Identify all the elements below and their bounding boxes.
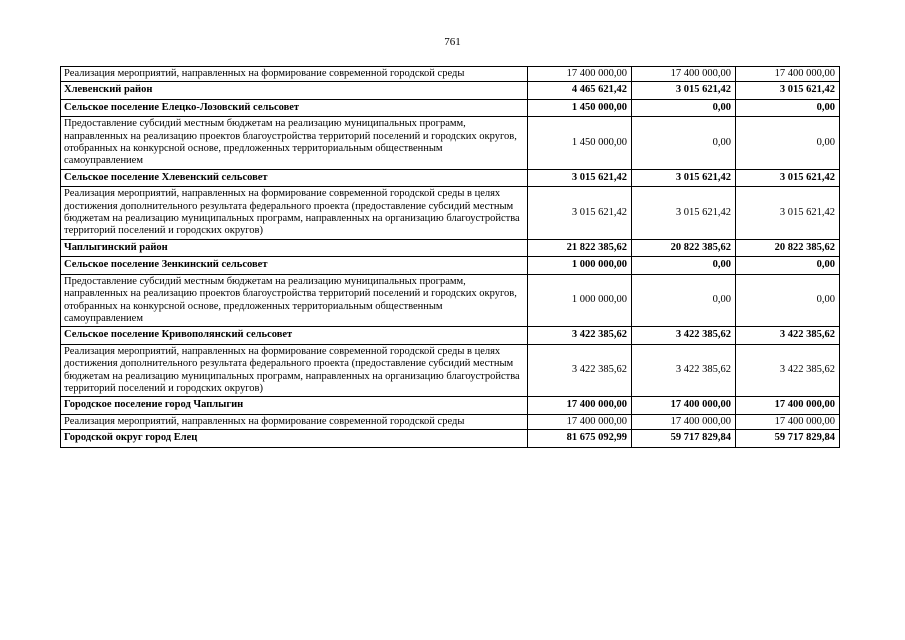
row-description: Реализация мероприятий, направленных на формирование современной городской среды в целях достижения дополнительного результата федерального проекта (предоставление субсидий местным бюджетам на реализацию муниципальных программ, направленных на организацию благоустройства территорий поселений и городских округов) bbox=[61, 344, 528, 397]
table-row bbox=[61, 82, 840, 99]
table-row bbox=[61, 397, 840, 414]
row-amount-3: 3 015 621,42 bbox=[736, 187, 840, 240]
row-amount-3: 3 015 621,42 bbox=[736, 82, 840, 99]
row-amount-2: 0,00 bbox=[632, 274, 736, 327]
table-row bbox=[61, 327, 840, 344]
row-amount-1: 1 450 000,00 bbox=[528, 99, 632, 116]
table-row bbox=[61, 117, 840, 170]
row-amount-3: 17 400 000,00 bbox=[736, 397, 840, 414]
table-row bbox=[61, 67, 840, 82]
row-description: Предоставление субсидий местным бюджетам на реализацию муниципальных программ, направленных на реализацию проектов благоустройства территорий поселений и городских округов, отобранных на конкурсной основе, предложенных территориальным общественным самоуправлением bbox=[61, 274, 528, 327]
row-amount-2: 20 822 385,62 bbox=[632, 239, 736, 256]
row-description: Реализация мероприятий, направленных на формирование современной городской среды в целях достижения дополнительного результата федерального проекта (предоставление субсидий местным бюджетам на реализацию муниципальных программ, направленных на организацию благоустройства территорий поселений и городских округов) bbox=[61, 187, 528, 240]
row-amount-2: 3 015 621,42 bbox=[632, 169, 736, 186]
row-amount-1: 17 400 000,00 bbox=[528, 67, 632, 82]
row-description: Предоставление субсидий местным бюджетам на реализацию муниципальных программ, направленных на реализацию проектов благоустройства территорий поселений и городских округов, отобранных на конкурсной основе, предложенных территориальным общественным самоуправлением bbox=[61, 117, 528, 170]
table-row bbox=[61, 257, 840, 274]
table-row bbox=[61, 169, 840, 186]
row-amount-2: 3 422 385,62 bbox=[632, 344, 736, 397]
row-amount-2: 17 400 000,00 bbox=[632, 67, 736, 82]
row-amount-3: 59 717 829,84 bbox=[736, 430, 840, 447]
row-amount-2: 3 422 385,62 bbox=[632, 327, 736, 344]
row-amount-1: 1 450 000,00 bbox=[528, 117, 632, 170]
row-amount-1: 3 422 385,62 bbox=[528, 327, 632, 344]
row-amount-3: 0,00 bbox=[736, 99, 840, 116]
row-amount-2: 0,00 bbox=[632, 257, 736, 274]
row-description: Хлевенский район bbox=[61, 82, 528, 99]
row-amount-2: 17 400 000,00 bbox=[632, 397, 736, 414]
table-row bbox=[61, 430, 840, 447]
row-amount-3: 0,00 bbox=[736, 117, 840, 170]
row-amount-2: 3 015 621,42 bbox=[632, 187, 736, 240]
table-row bbox=[61, 187, 840, 240]
row-amount-3: 20 822 385,62 bbox=[736, 239, 840, 256]
table-row bbox=[61, 274, 840, 327]
row-description: Реализация мероприятий, направленных на формирование современной городской среды bbox=[61, 67, 528, 82]
row-amount-1: 4 465 621,42 bbox=[528, 82, 632, 99]
row-description: Городской округ город Елец bbox=[61, 430, 528, 447]
row-amount-1: 3 422 385,62 bbox=[528, 344, 632, 397]
row-amount-3: 0,00 bbox=[736, 257, 840, 274]
row-amount-2: 0,00 bbox=[632, 117, 736, 170]
row-description: Сельское поселение Зенкинский сельсовет bbox=[61, 257, 528, 274]
row-amount-2: 0,00 bbox=[632, 99, 736, 116]
row-amount-1: 1 000 000,00 bbox=[528, 257, 632, 274]
row-amount-1: 3 015 621,42 bbox=[528, 169, 632, 186]
table-row bbox=[61, 414, 840, 429]
row-description: Реализация мероприятий, направленных на формирование современной городской среды bbox=[61, 414, 528, 429]
row-amount-3: 17 400 000,00 bbox=[736, 414, 840, 429]
row-amount-2: 17 400 000,00 bbox=[632, 414, 736, 429]
row-amount-1: 81 675 092,99 bbox=[528, 430, 632, 447]
row-description: Чаплыгинский район bbox=[61, 239, 528, 256]
budget-table-body bbox=[61, 67, 840, 448]
budget-table bbox=[60, 66, 840, 448]
row-amount-1: 1 000 000,00 bbox=[528, 274, 632, 327]
row-amount-1: 17 400 000,00 bbox=[528, 414, 632, 429]
row-description: Сельское поселение Хлевенский сельсовет bbox=[61, 169, 528, 186]
row-amount-2: 3 015 621,42 bbox=[632, 82, 736, 99]
row-description: Городское поселение город Чаплыгин bbox=[61, 397, 528, 414]
row-amount-3: 3 422 385,62 bbox=[736, 344, 840, 397]
table-row bbox=[61, 239, 840, 256]
row-amount-2: 59 717 829,84 bbox=[632, 430, 736, 447]
row-amount-1: 3 015 621,42 bbox=[528, 187, 632, 240]
row-amount-1: 17 400 000,00 bbox=[528, 397, 632, 414]
row-description: Сельское поселение Елецко-Лозовский сельсовет bbox=[61, 99, 528, 116]
row-description: Сельское поселение Кривополянский сельсовет bbox=[61, 327, 528, 344]
row-amount-3: 17 400 000,00 bbox=[736, 67, 840, 82]
table-row bbox=[61, 344, 840, 397]
row-amount-3: 3 422 385,62 bbox=[736, 327, 840, 344]
table-row bbox=[61, 99, 840, 116]
page-number: 761 bbox=[444, 36, 461, 48]
row-amount-1: 21 822 385,62 bbox=[528, 239, 632, 256]
row-amount-3: 3 015 621,42 bbox=[736, 169, 840, 186]
row-amount-3: 0,00 bbox=[736, 274, 840, 327]
